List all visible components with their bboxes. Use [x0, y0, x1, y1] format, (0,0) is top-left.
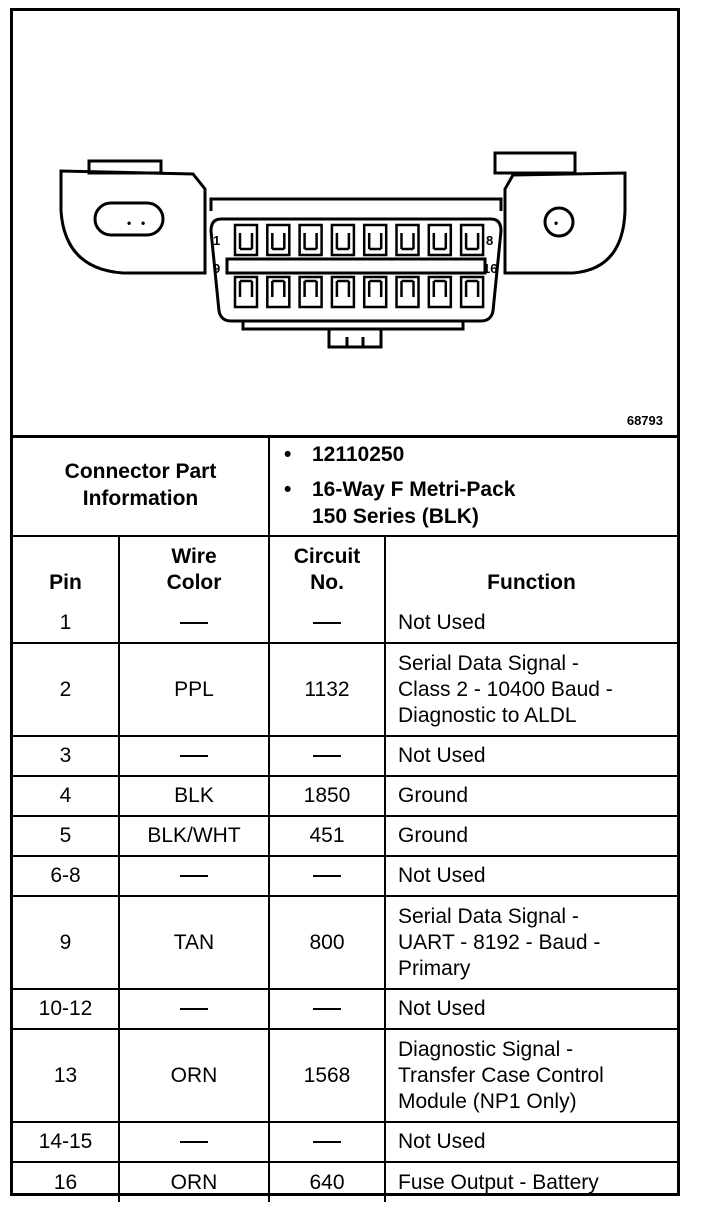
empty-dash	[313, 1008, 341, 1010]
connector-type-line2: 150 Series (BLK)	[312, 504, 479, 528]
wire-color-cell: PPL	[119, 643, 269, 736]
connector-info-label-line2: Information	[82, 487, 199, 510]
header-pin: Pin	[13, 536, 119, 603]
empty-dash	[313, 755, 341, 757]
table-row	[13, 643, 677, 736]
wire-color-cell: ORN	[119, 1029, 269, 1122]
left-mounting-ear	[61, 171, 205, 273]
function-cell	[385, 816, 677, 856]
connector-info-row	[13, 435, 677, 536]
table-row	[13, 776, 677, 816]
table-row	[13, 816, 677, 856]
left-oval-mark-1: •	[127, 216, 132, 230]
circuit-cell	[269, 856, 385, 896]
circuit-cell: 800	[269, 896, 385, 989]
function-line: Diagnostic Signal -	[398, 1037, 574, 1061]
table-row	[13, 856, 677, 896]
part-number: 12110250	[312, 442, 405, 466]
circuit-cell	[269, 989, 385, 1029]
wire-color-cell	[119, 603, 269, 643]
function-cell	[385, 896, 677, 989]
function-cell	[385, 1122, 677, 1162]
wire-color-cell	[119, 736, 269, 776]
terminal-contact	[434, 233, 446, 249]
left-oval-mark-2: •	[141, 216, 146, 230]
terminal-contact	[337, 233, 349, 249]
function-line: Serial Data Signal -	[398, 651, 579, 675]
function-cell	[385, 1162, 677, 1202]
terminal-contact	[402, 233, 414, 249]
function-line: Not Used	[398, 744, 486, 767]
terminal-cell-3	[300, 225, 322, 255]
pin-cell: 9	[13, 896, 119, 989]
table-row	[13, 736, 677, 776]
table-row	[13, 1122, 677, 1162]
wire-color-cell	[119, 1122, 269, 1162]
header-circuit-line1: Circuit	[293, 545, 361, 568]
pin-cell: 13	[13, 1029, 119, 1122]
pinout-table	[13, 435, 677, 1202]
right-screw-hole	[545, 208, 573, 236]
center-divider	[227, 259, 485, 273]
top-flange	[211, 199, 501, 211]
pin-label-1: 1	[213, 233, 221, 248]
pin-cell: 14-15	[13, 1122, 119, 1162]
pin-cell: 2	[13, 643, 119, 736]
empty-dash	[313, 875, 341, 877]
terminal-contact	[240, 281, 252, 297]
circuit-cell	[269, 1122, 385, 1162]
right-tab	[495, 153, 575, 173]
circuit-cell	[269, 603, 385, 643]
terminal-cell-7	[429, 225, 451, 255]
circuit-cell: 1132	[269, 643, 385, 736]
function-cell	[385, 603, 677, 643]
terminal-cell-1	[235, 225, 257, 255]
function-line: Class 2 - 10400 Baud -	[398, 677, 613, 701]
pin-label-16: 16	[483, 261, 498, 276]
bottom-latch	[329, 329, 381, 347]
pin-cell: 3	[13, 736, 119, 776]
terminal-contact	[240, 233, 252, 249]
circuit-cell: 451	[269, 816, 385, 856]
terminal-cell-4	[332, 225, 354, 255]
function-cell	[385, 736, 677, 776]
connector-info-items: • 12110250 • 16-Way F Metri-Pack 150 Series (BLK)	[269, 435, 677, 536]
table-row	[13, 1162, 677, 1202]
pin-cell: 4	[13, 776, 119, 816]
wire-color-cell	[119, 989, 269, 1029]
terminal-contact	[369, 281, 381, 297]
header-function: Function	[385, 536, 677, 603]
terminal-contact	[434, 281, 446, 297]
pin-cell: 1	[13, 603, 119, 643]
function-cell	[385, 643, 677, 736]
header-wire-color	[119, 536, 269, 603]
terminal-cell-8	[461, 225, 483, 255]
table-row	[13, 989, 677, 1029]
wire-color-cell	[119, 856, 269, 896]
circuit-cell: 640	[269, 1162, 385, 1202]
terminal-contact	[466, 233, 478, 249]
table-row	[13, 603, 677, 643]
function-line: Ground	[398, 784, 469, 807]
empty-dash	[180, 755, 208, 757]
function-line: Primary	[398, 956, 471, 980]
wire-color-cell: TAN	[119, 896, 269, 989]
right-mounting-ear	[505, 173, 625, 273]
empty-dash	[313, 1141, 341, 1143]
wire-color-cell: ORN	[119, 1162, 269, 1202]
empty-dash	[313, 622, 341, 624]
screw-mark: •	[554, 216, 559, 230]
function-line: Fuse Output - Battery	[398, 1170, 599, 1194]
connector-info-label-line1: Connector Part	[64, 460, 217, 483]
terminal-contact	[402, 281, 414, 297]
pin-cell: 16	[13, 1162, 119, 1202]
function-line: Module (NP1 Only)	[398, 1089, 577, 1113]
empty-dash	[180, 1141, 208, 1143]
empty-dash	[180, 622, 208, 624]
pin-label-8: 8	[486, 233, 494, 248]
wire-color-cell: BLK	[119, 776, 269, 816]
terminal-contact	[305, 281, 317, 297]
circuit-cell: 1568	[269, 1029, 385, 1122]
header-circuit-no	[269, 536, 385, 603]
connector-sheet	[10, 8, 680, 1196]
function-line: Not Used	[398, 1130, 486, 1153]
function-line: Not Used	[398, 864, 486, 887]
function-line: Not Used	[398, 610, 486, 634]
function-line: Not Used	[398, 997, 486, 1020]
header-wire-color-line2: Color	[166, 571, 222, 594]
function-cell	[385, 856, 677, 896]
terminal-contact	[369, 233, 381, 249]
circuit-cell	[269, 736, 385, 776]
function-cell	[385, 1029, 677, 1122]
function-line: UART - 8192 - Baud -	[398, 930, 601, 954]
terminal-contact	[272, 281, 284, 297]
terminal-cell-5	[364, 225, 386, 255]
pin-cell: 10-12	[13, 989, 119, 1029]
function-line: Diagnostic to ALDL	[398, 703, 577, 727]
terminal-contact	[337, 281, 349, 297]
connector-illustration	[13, 11, 677, 438]
connector-drawing	[13, 11, 677, 435]
function-line: Serial Data Signal -	[398, 904, 579, 928]
terminal-contact	[305, 233, 317, 249]
terminal-cell-6	[397, 225, 419, 255]
pin-cell: 5	[13, 816, 119, 856]
function-cell	[385, 776, 677, 816]
connector-info-label	[13, 435, 269, 536]
header-circuit-line2: No.	[310, 571, 344, 594]
table-row	[13, 1029, 677, 1122]
function-cell	[385, 989, 677, 1029]
terminal-contact	[466, 281, 478, 297]
function-line: Ground	[398, 824, 469, 847]
terminal-cell-2	[267, 225, 289, 255]
function-line: Transfer Case Control	[398, 1063, 604, 1087]
table-row	[13, 896, 677, 989]
figure-id: 68793	[626, 413, 663, 428]
pin-rows	[13, 603, 677, 1202]
wire-color-cell: BLK/WHT	[119, 816, 269, 856]
pin-cell: 6-8	[13, 856, 119, 896]
connector-type-line1: 16-Way F Metri-Pack	[312, 477, 516, 501]
terminal-contact	[272, 233, 284, 249]
header-row	[13, 536, 677, 603]
empty-dash	[180, 1008, 208, 1010]
connector-body	[211, 219, 501, 321]
circuit-cell: 1850	[269, 776, 385, 816]
pin-label-9: 9	[213, 261, 221, 276]
empty-dash	[180, 875, 208, 877]
header-wire-color-line1: Wire	[171, 545, 217, 568]
